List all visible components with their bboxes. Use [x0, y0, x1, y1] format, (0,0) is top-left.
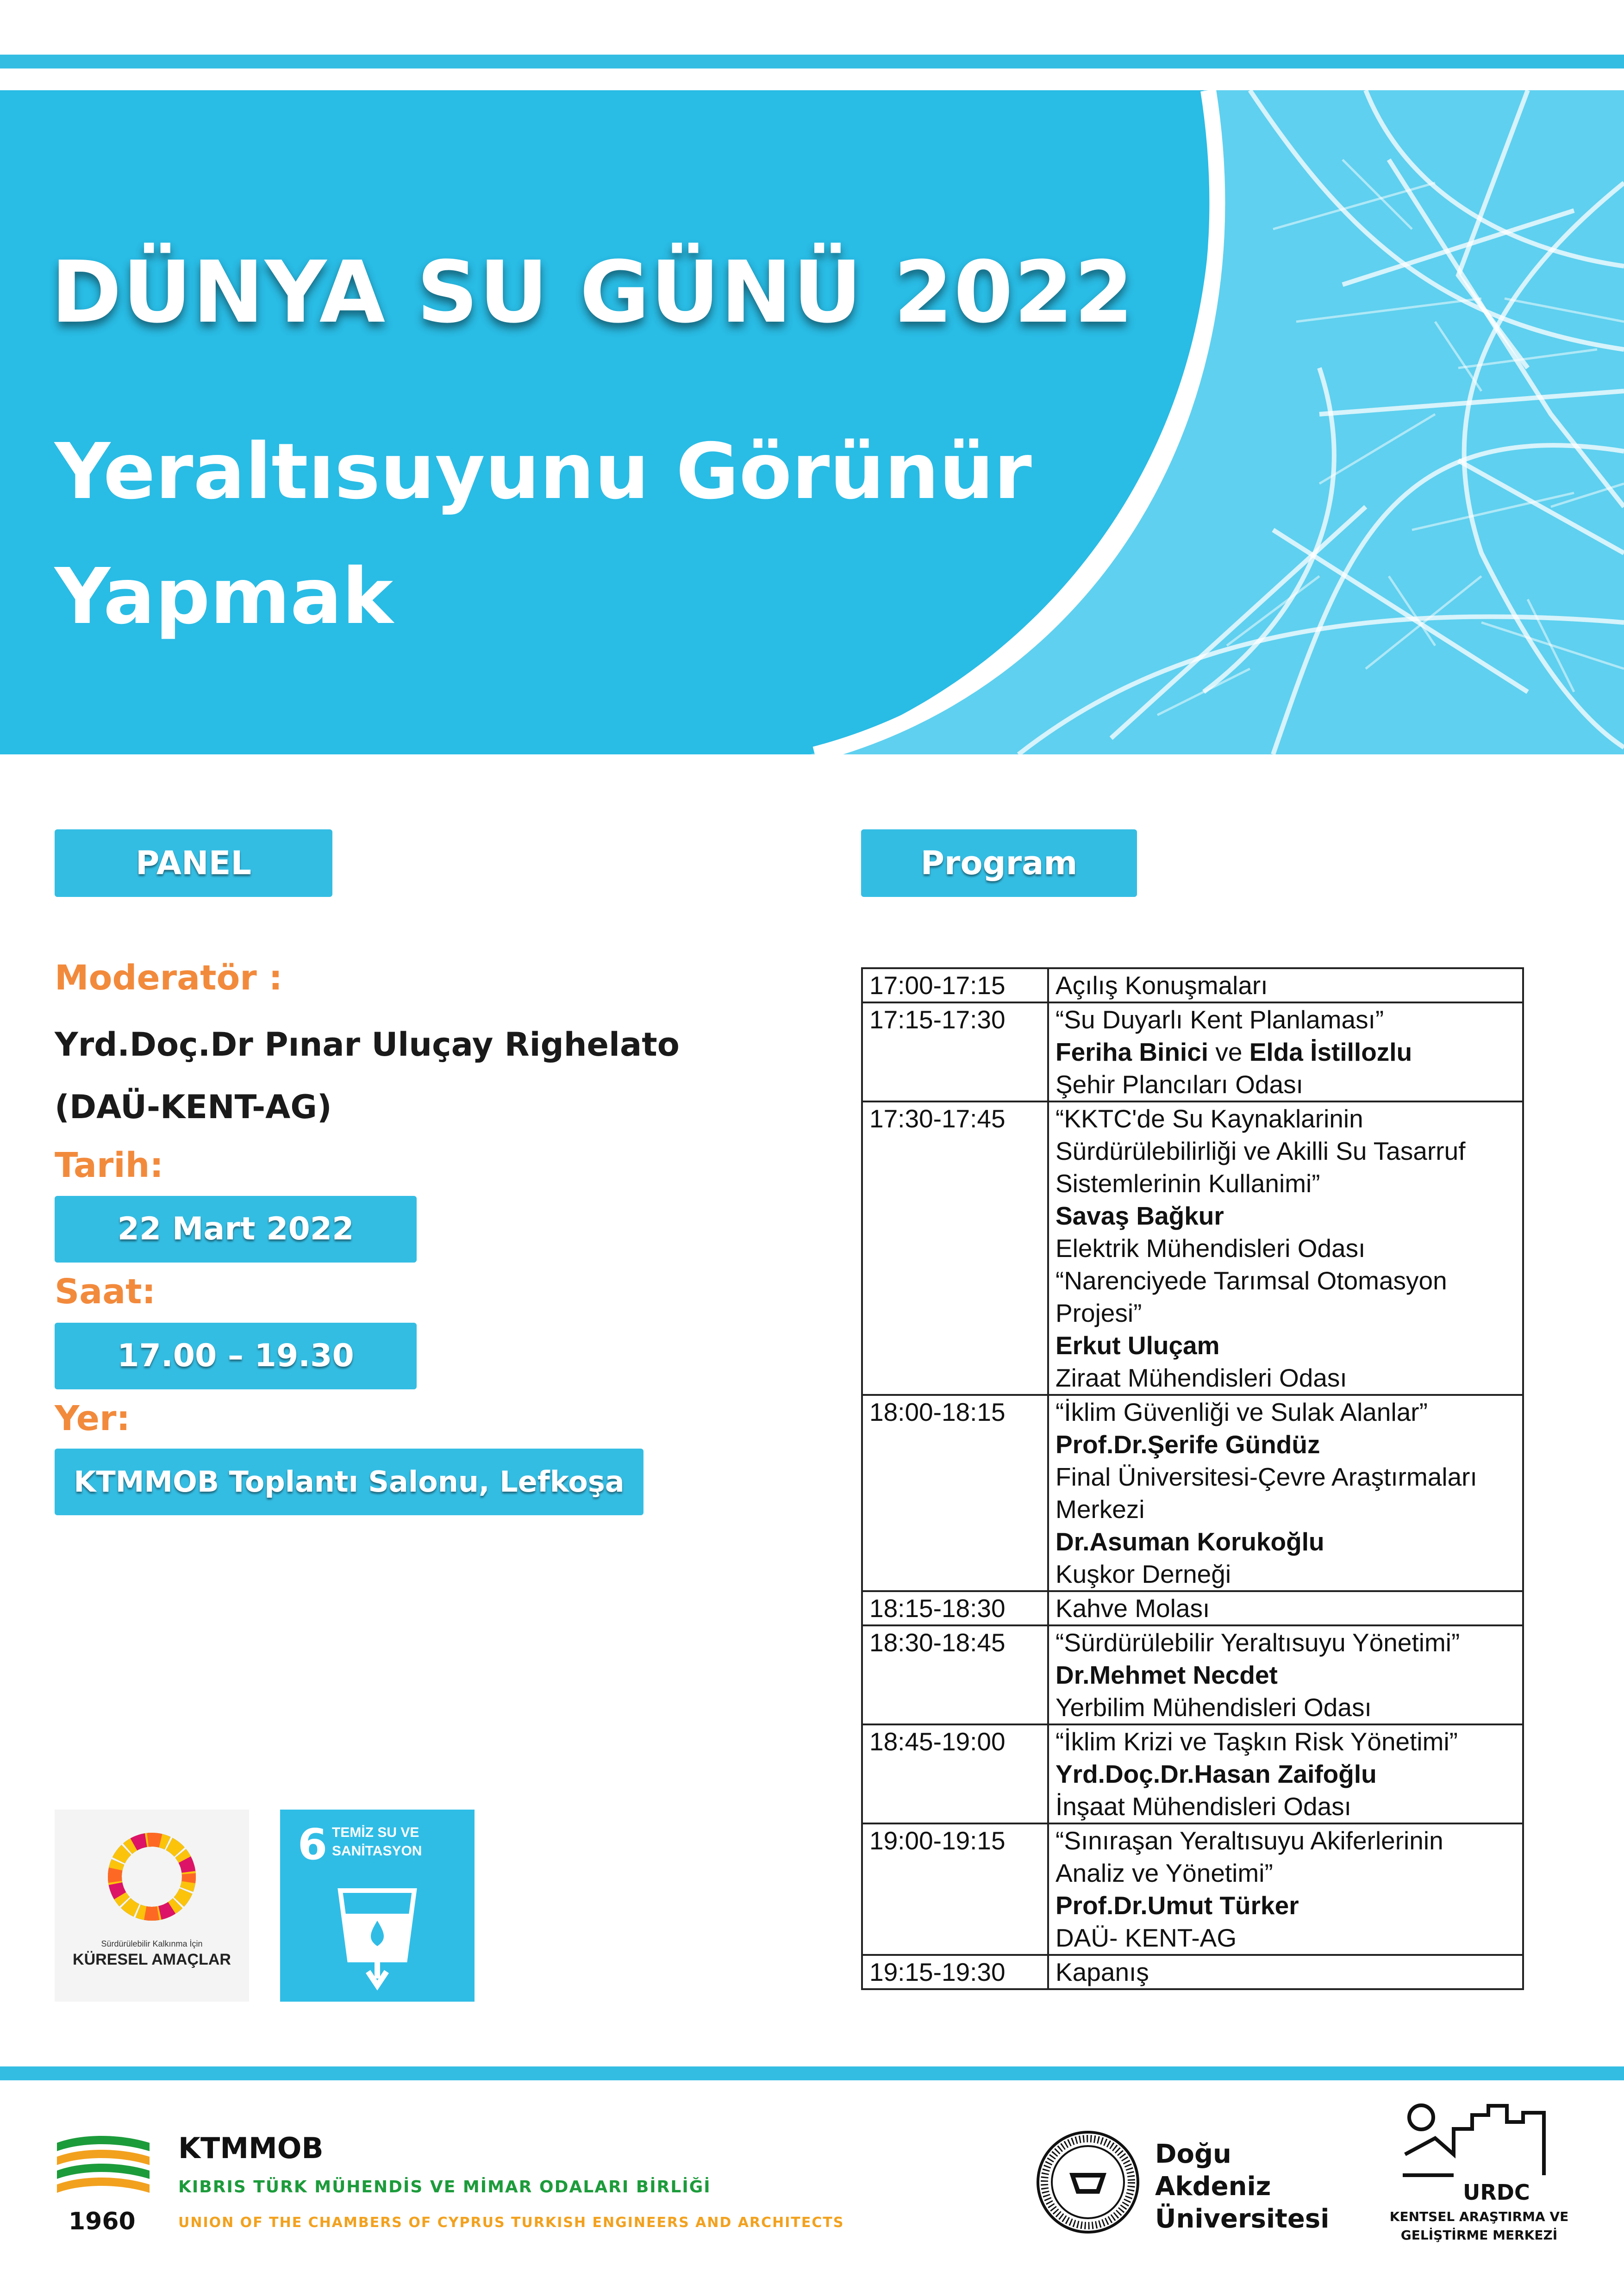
moderator-line-1: Yrd.Doç.Dr Pınar Uluçay Righelato: [55, 1026, 680, 1064]
program-row: [862, 1591, 1523, 1625]
speaker-name: Elda İstillozlu: [1249, 1038, 1412, 1066]
speaker-name: Prof.Dr.Umut Türker: [1056, 1891, 1299, 1920]
program-time: 18:15-18:30: [862, 1591, 1048, 1625]
sdg-global-goals-logo: [55, 1810, 249, 2002]
program-text: “KKTC'de Su Kaynaklarinin: [1056, 1104, 1363, 1133]
program-text: İnşaat Mühendisleri Odası: [1056, 1792, 1351, 1821]
ktmmob-name: KTMMOB: [178, 2131, 324, 2165]
urdc-skyline-icon: [1403, 2101, 1551, 2180]
program-text: Merkezi: [1056, 1495, 1145, 1524]
program-text: Kuşkor Derneği: [1056, 1560, 1231, 1588]
sdg-small-text: Sürdürülebilir Kalkınma İçin: [101, 1939, 203, 1948]
program-details: [1048, 1955, 1523, 1989]
urdc-description: [1382, 2208, 1576, 2245]
event-subtitle: [55, 410, 1119, 660]
program-text: Projesi”: [1056, 1299, 1142, 1327]
dau-line-3: Üniversitesi: [1155, 2204, 1330, 2234]
ktmmob-turkish-name: KIBRIS TÜRK MÜHENDİS VE MİMAR ODALARI BİRLİĞİ: [178, 2178, 711, 2196]
program-text: “Narenciyede Tarımsal Otomasyon: [1056, 1266, 1447, 1295]
moderator-line-2: (DAÜ-KENT-AG): [55, 1088, 332, 1126]
goal-title: [332, 1823, 422, 1860]
program-row: [862, 1395, 1523, 1591]
hero-banner: [0, 90, 1624, 754]
program-text: Sürdürülebilirliği ve Akilli Su Tasarruf: [1056, 1137, 1466, 1165]
program-label: Program: [861, 829, 1137, 897]
program-text: Yerbilim Mühendisleri Odası: [1056, 1693, 1372, 1722]
bottom-accent-bar: [0, 2066, 1624, 2080]
urdc-line-2: GELİŞTİRME MERKEZİ: [1400, 2228, 1558, 2243]
program-text: “Su Duyarlı Kent Planlaması”: [1056, 1005, 1384, 1034]
speaker-name: Dr.Asuman Korukoğlu: [1056, 1527, 1324, 1556]
program-text: “Sürdürülebilir Yeraltısuyu Yönetimi”: [1056, 1628, 1460, 1657]
time-label: Saat:: [55, 1272, 156, 1312]
date-value: 22 Mart 2022: [55, 1196, 417, 1263]
program-time: 18:30-18:45: [862, 1625, 1048, 1724]
panel-label: PANEL: [55, 829, 332, 897]
program-time: 17:00-17:15: [862, 968, 1048, 1002]
program-details: [1048, 1625, 1523, 1724]
speaker-name: Savaş Bağkur: [1056, 1201, 1224, 1230]
water-glass-icon: [331, 1886, 424, 1992]
speaker-name: [1056, 1036, 1516, 1068]
goal-title-line-2: SANİTASYON: [332, 1843, 422, 1859]
program-time: 17:30-17:45: [862, 1101, 1048, 1395]
speaker-name: Prof.Dr.Şerife Gündüz: [1056, 1430, 1320, 1459]
urdc-name: URDC: [1463, 2180, 1530, 2205]
time-value: 17.00 – 19.30: [55, 1323, 417, 1389]
program-text: Ziraat Mühendisleri Odası: [1056, 1363, 1347, 1392]
program-row: [862, 1724, 1523, 1823]
program-text: “İklim Krizi ve Taşkın Risk Yönetimi”: [1056, 1727, 1458, 1756]
program-text: “İklim Güvenliği ve Sulak Alanlar”: [1056, 1398, 1428, 1426]
program-text: Kapanış: [1056, 1958, 1149, 1986]
moderator-name: [55, 1014, 680, 1139]
place-label: Yer:: [55, 1399, 131, 1438]
program-row: [862, 1002, 1523, 1101]
subtitle-line-2: Yapmak: [55, 552, 394, 641]
place-value: KTMMOB Toplantı Salonu, Lefkoşa: [55, 1449, 643, 1515]
urdc-line-1: KENTSEL ARAŞTIRMA VE: [1389, 2209, 1569, 2224]
program-time: 19:00-19:15: [862, 1823, 1048, 1955]
program-row: [862, 1625, 1523, 1724]
program-text: Kahve Molası: [1056, 1594, 1210, 1623]
goal-number: 6: [298, 1820, 328, 1869]
speaker-name: Yrd.Doç.Dr.Hasan Zaifoğlu: [1056, 1760, 1377, 1788]
program-text: “Sınıraşan Yeraltısuyu Akiferlerinin: [1056, 1826, 1443, 1855]
program-row: [862, 968, 1523, 1002]
program-details: [1048, 1395, 1523, 1591]
connector-text: ve: [1208, 1038, 1249, 1066]
program-text: Şehir Plancıları Odası: [1056, 1070, 1303, 1099]
speaker-name: Dr.Mehmet Necdet: [1056, 1661, 1278, 1689]
program-text: Sistemlerinin Kullanimi”: [1056, 1169, 1320, 1198]
date-label: Tarih:: [55, 1145, 164, 1185]
dau-line-1: Doğu: [1155, 2139, 1231, 2169]
program-time: 19:15-19:30: [862, 1955, 1048, 1989]
speaker-name: Erkut Uluçam: [1056, 1331, 1220, 1360]
speaker-name: Feriha Binici: [1056, 1038, 1209, 1066]
program-details: [1048, 968, 1523, 1002]
program-time: 18:45-19:00: [862, 1724, 1048, 1823]
program-text: Analiz ve Yönetimi”: [1056, 1859, 1273, 1887]
sdg-wheel-icon: [55, 1810, 249, 2002]
program-text: DAÜ- KENT-AG: [1056, 1923, 1237, 1952]
program-details: [1048, 1823, 1523, 1955]
ktmmob-english-name: UNION OF THE CHAMBERS OF CYPRUS TURKISH ENGINEERS AND ARCHITECTS: [178, 2215, 844, 2231]
moderator-label: Moderatör :: [55, 958, 283, 998]
dau-university-name: [1155, 2138, 1329, 2235]
event-title: DÜNYA SU GÜNÜ 2022: [51, 243, 1135, 342]
ktmmob-year: 1960: [69, 2208, 136, 2235]
program-details: [1048, 1591, 1523, 1625]
program-text: Final Üniversitesi-Çevre Araştırmaları: [1056, 1462, 1477, 1491]
program-text: Açılış Konuşmaları: [1056, 971, 1268, 1000]
dau-line-2: Akdeniz: [1155, 2172, 1271, 2202]
program-text: Elektrik Mühendisleri Odası: [1056, 1234, 1366, 1263]
top-accent-bar: [0, 55, 1624, 68]
program-row: [862, 1955, 1523, 1989]
program-row: [862, 1823, 1523, 1955]
ktmmob-logo-icon: [55, 2134, 152, 2203]
program-time: 18:00-18:15: [862, 1395, 1048, 1591]
sdg-big-text: KÜRESEL AMAÇLAR: [73, 1951, 231, 1968]
program-table: [861, 967, 1524, 1990]
program-time: 17:15-17:30: [862, 1002, 1048, 1101]
goal-title-line-1: TEMİZ SU VE: [332, 1825, 419, 1840]
program-details: [1048, 1101, 1523, 1395]
subtitle-line-1: Yeraltısuyunu Görünür: [55, 427, 1032, 516]
program-details: [1048, 1002, 1523, 1101]
program-details: [1048, 1724, 1523, 1823]
dau-seal-icon: [1035, 2129, 1141, 2235]
sdg-goal-6-logo: [280, 1810, 475, 2002]
program-row: [862, 1101, 1523, 1395]
